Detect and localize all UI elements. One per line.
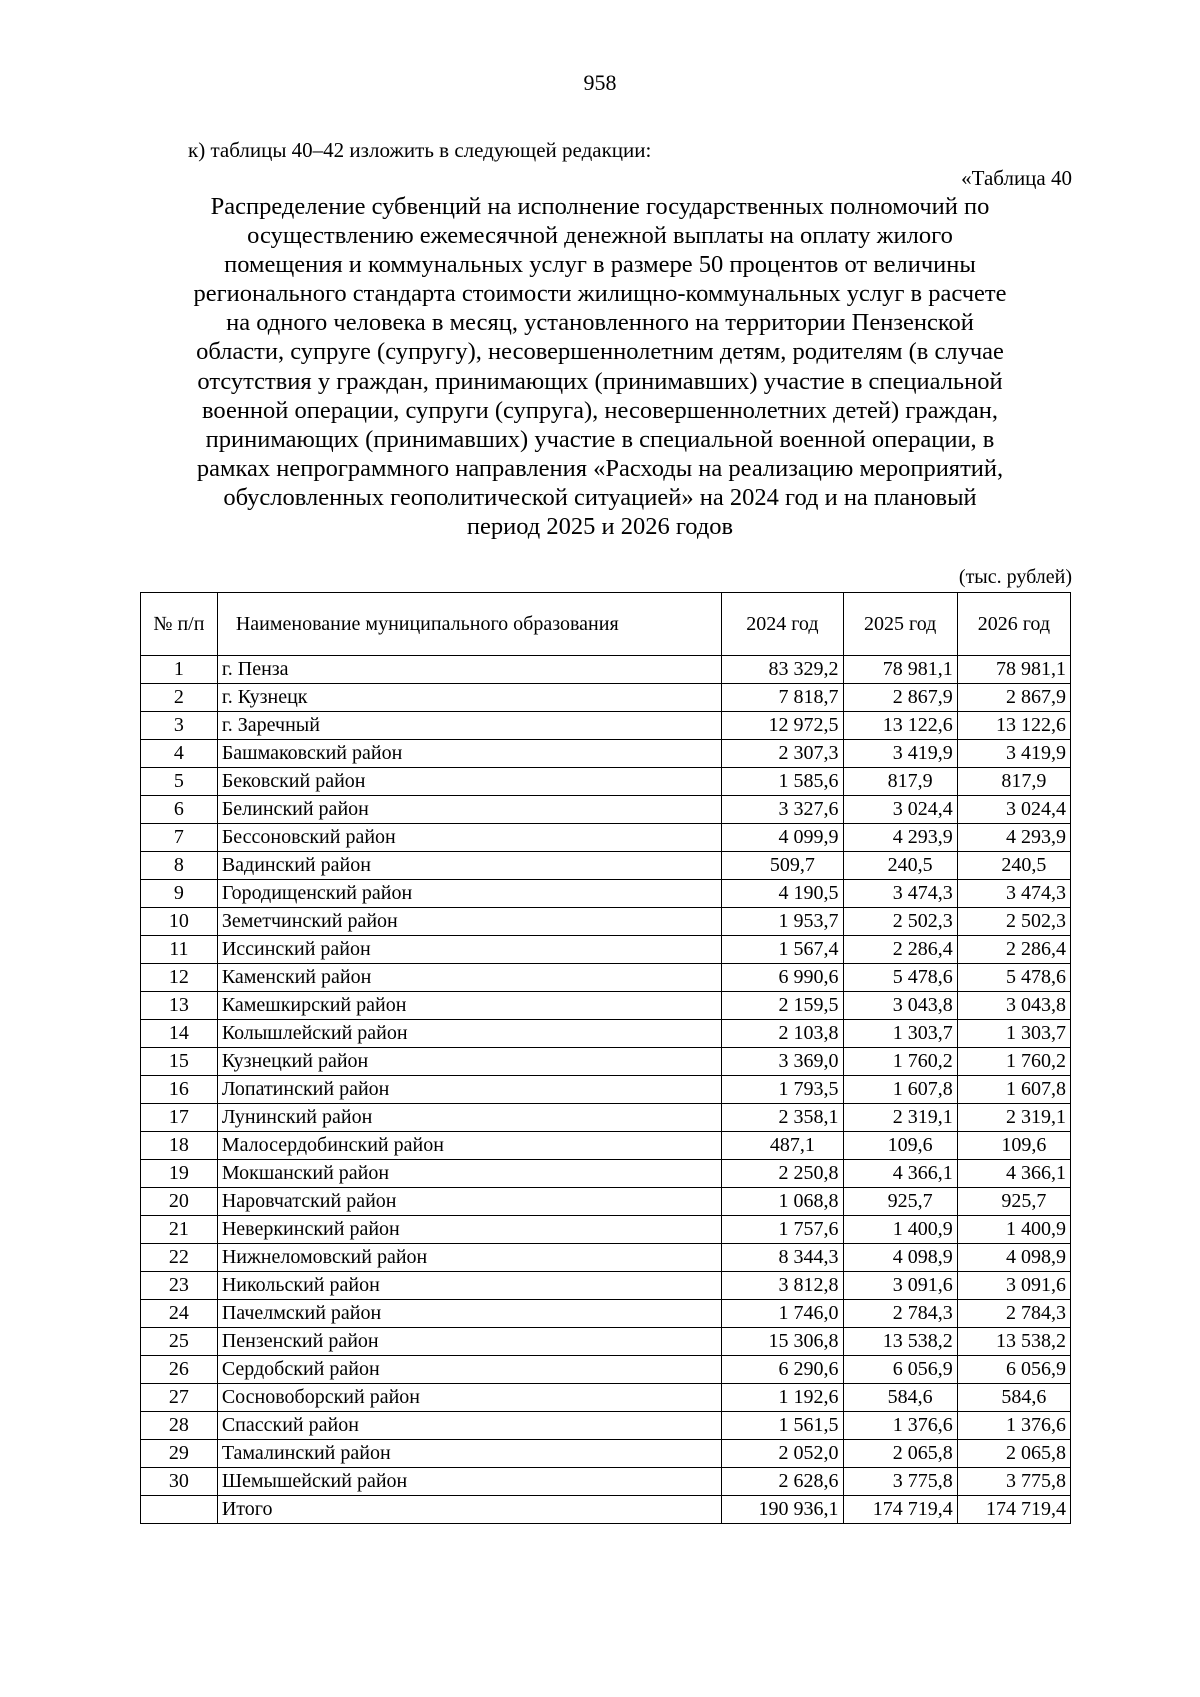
table-body [141,656,1071,1524]
value-2026: 3 024,4 [957,796,1070,824]
header-num: № п/п [141,593,218,656]
value-2026: 78 981,1 [957,656,1070,684]
municipality-name: Лунинский район [217,1104,721,1132]
value-2026: 6 056,9 [957,1356,1070,1384]
value-2025: 4 293,9 [843,824,957,852]
value-2024: 3 812,8 [722,1272,843,1300]
value-2024: 6 990,6 [722,964,843,992]
value-2026: 3 775,8 [957,1468,1070,1496]
table-row [141,964,1071,992]
value-2024: 1 585,6 [722,768,843,796]
value-2024: 7 818,7 [722,684,843,712]
value-2025: 4 366,1 [843,1160,957,1188]
value-2026: 13 538,2 [957,1328,1070,1356]
heading-line: обусловленных геополитической ситуацией» на 2024 год и на плановый [223,483,977,511]
row-number: 24 [141,1300,218,1328]
value-2024: 2 103,8 [722,1020,843,1048]
heading-line: области, супруге (супругу), несовершеннолетним детям, родителям (в случае [196,338,1004,366]
table-row [141,684,1071,712]
table-row [141,1328,1071,1356]
row-number: 8 [141,852,218,880]
value-2024: 1 953,7 [722,908,843,936]
value-2025: 3 419,9 [843,740,957,768]
heading-line: отсутствия у граждан, принимающих (принимавших) участие в специальной [197,367,1003,395]
row-number: 29 [141,1440,218,1468]
table-row [141,1188,1071,1216]
value-2025: 2 065,8 [843,1440,957,1468]
table-row [141,656,1071,684]
value-2026: 4 098,9 [957,1244,1070,1272]
municipality-name: Малосердобинский район [217,1132,721,1160]
table-row [141,1272,1071,1300]
value-2024: 1 567,4 [722,936,843,964]
row-number: 22 [141,1244,218,1272]
municipality-name: Сердобский район [217,1356,721,1384]
municipality-name: Тамалинский район [217,1440,721,1468]
value-2025: 2 286,4 [843,936,957,964]
row-number: 10 [141,908,218,936]
municipality-name: Белинский район [217,796,721,824]
table-row [141,992,1071,1020]
municipality-name: Наровчатский район [217,1188,721,1216]
value-2025: 13 122,6 [843,712,957,740]
value-2026: 1 376,6 [957,1412,1070,1440]
row-number: 12 [141,964,218,992]
value-2025: 78 981,1 [843,656,957,684]
value-2026: 3 091,6 [957,1272,1070,1300]
municipality-name: Мокшанский район [217,1160,721,1188]
table-row [141,1412,1071,1440]
header-2024: 2024 год [722,593,843,656]
value-2025: 5 478,6 [843,964,957,992]
value-2026: 1 303,7 [957,1020,1070,1048]
value-2025: 2 867,9 [843,684,957,712]
municipality-name: Камешкирский район [217,992,721,1020]
value-2024: 1 793,5 [722,1076,843,1104]
municipality-name: Башмаковский район [217,740,721,768]
row-number: 16 [141,1076,218,1104]
value-2024: 6 290,6 [722,1356,843,1384]
header-2025: 2025 год [843,593,957,656]
value-2024: 2 358,1 [722,1104,843,1132]
municipality-name: г. Кузнецк [217,684,721,712]
value-2024: 509,7 [722,852,843,880]
table-row [141,1216,1071,1244]
value-2024: 1 192,6 [722,1384,843,1412]
municipality-name: Вадинский район [217,852,721,880]
units-label: (тыс. рублей) [958,566,1072,588]
municipality-name: Пензенский район [217,1328,721,1356]
row-number: 3 [141,712,218,740]
municipality-name: Никольский район [217,1272,721,1300]
row-number: 25 [141,1328,218,1356]
value-2025: 2 502,3 [843,908,957,936]
table-row [141,1160,1071,1188]
table-row [141,1468,1071,1496]
municipality-name: Сосновоборский район [217,1384,721,1412]
row-number: 19 [141,1160,218,1188]
value-2026: 4 366,1 [957,1160,1070,1188]
table-label: «Таблица 40 [961,166,1072,190]
heading-line: принимающих (принимавших) участие в специальной военной операции, в [205,425,995,453]
value-2024: 3 369,0 [722,1048,843,1076]
table-heading [130,192,1070,541]
row-number: 11 [141,936,218,964]
value-2026: 2 286,4 [957,936,1070,964]
value-2026: 4 293,9 [957,824,1070,852]
row-number: 14 [141,1020,218,1048]
row-number: 21 [141,1216,218,1244]
table-row [141,1076,1071,1104]
value-2025: 2 784,3 [843,1300,957,1328]
value-2026: 240,5 [957,852,1070,880]
value-2025: 3 474,3 [843,880,957,908]
intro-text: к) таблицы 40–42 изложить в следующей редакции: [188,138,652,162]
value-2024: 3 327,6 [722,796,843,824]
heading-line: военной операции, супруги (супруга), несовершеннолетних детей) граждан, [202,396,998,424]
municipality-name: Колышлейский район [217,1020,721,1048]
value-2026: 2 502,3 [957,908,1070,936]
table-row [141,712,1071,740]
value-2025: 4 098,9 [843,1244,957,1272]
municipality-name: Земетчинский район [217,908,721,936]
value-2026: 3 043,8 [957,992,1070,1020]
municipality-name: Бессоновский район [217,824,721,852]
header-2026: 2026 год [957,593,1070,656]
municipality-name: Кузнецкий район [217,1048,721,1076]
row-number: 18 [141,1132,218,1160]
value-2026: 3 419,9 [957,740,1070,768]
municipality-name: Городищенский район [217,880,721,908]
heading-line: осуществлению ежемесячной денежной выплаты на оплату жилого [247,222,953,250]
row-number: 28 [141,1412,218,1440]
row-number: 4 [141,740,218,768]
value-2026: 2 867,9 [957,684,1070,712]
municipality-name: г. Заречный [217,712,721,740]
value-2025: 240,5 [843,852,957,880]
value-2026: 3 474,3 [957,880,1070,908]
table-row [141,1300,1071,1328]
value-2024: 2 628,6 [722,1468,843,1496]
municipality-name: Шемышейский район [217,1468,721,1496]
value-2025: 3 024,4 [843,796,957,824]
value-2026: 584,6 [957,1384,1070,1412]
value-2026: 925,7 [957,1188,1070,1216]
value-2024: 15 306,8 [722,1328,843,1356]
row-number: 27 [141,1384,218,1412]
municipality-name: Иссинский район [217,936,721,964]
table-row [141,1440,1071,1468]
row-number: 5 [141,768,218,796]
row-number: 30 [141,1468,218,1496]
value-2025: 6 056,9 [843,1356,957,1384]
municipality-name: Итого [217,1496,721,1524]
value-2024: 8 344,3 [722,1244,843,1272]
value-2024: 4 099,9 [722,824,843,852]
value-2025: 13 538,2 [843,1328,957,1356]
value-2025: 3 775,8 [843,1468,957,1496]
table-row [141,1356,1071,1384]
municipality-name: Неверкинский район [217,1216,721,1244]
table-row [141,740,1071,768]
value-2025: 817,9 [843,768,957,796]
value-2025: 1 376,6 [843,1412,957,1440]
municipality-name: Бековский район [217,768,721,796]
table-row [141,1132,1071,1160]
value-2025: 584,6 [843,1384,957,1412]
value-2025: 174 719,4 [843,1496,957,1524]
value-2026: 2 319,1 [957,1104,1070,1132]
row-number: 23 [141,1272,218,1300]
value-2025: 925,7 [843,1188,957,1216]
value-2024: 83 329,2 [722,656,843,684]
row-number: 1 [141,656,218,684]
subvention-table [140,592,1071,1524]
municipality-name: Каменский район [217,964,721,992]
value-2024: 1 746,0 [722,1300,843,1328]
value-2025: 1 760,2 [843,1048,957,1076]
value-2024: 190 936,1 [722,1496,843,1524]
row-number [141,1496,218,1524]
value-2024: 1 561,5 [722,1412,843,1440]
table-row [141,1020,1071,1048]
value-2026: 13 122,6 [957,712,1070,740]
row-number: 15 [141,1048,218,1076]
table-row [141,908,1071,936]
value-2025: 109,6 [843,1132,957,1160]
value-2024: 2 052,0 [722,1440,843,1468]
value-2025: 2 319,1 [843,1104,957,1132]
table-row [141,1244,1071,1272]
value-2024: 2 159,5 [722,992,843,1020]
value-2025: 3 091,6 [843,1272,957,1300]
heading-line: на одного человека в месяц, установленного на территории Пензенской [226,309,974,337]
table-row [141,936,1071,964]
municipality-name: Лопатинский район [217,1076,721,1104]
value-2025: 1 400,9 [843,1216,957,1244]
value-2024: 487,1 [722,1132,843,1160]
value-2024: 4 190,5 [722,880,843,908]
value-2025: 1 303,7 [843,1020,957,1048]
value-2026: 109,6 [957,1132,1070,1160]
value-2024: 12 972,5 [722,712,843,740]
value-2026: 817,9 [957,768,1070,796]
value-2026: 2 784,3 [957,1300,1070,1328]
table-row [141,880,1071,908]
table-row [141,796,1071,824]
value-2026: 2 065,8 [957,1440,1070,1468]
table-row [141,1104,1071,1132]
value-2024: 2 250,8 [722,1160,843,1188]
header-name: Наименование муниципального образования [217,593,721,656]
value-2026: 5 478,6 [957,964,1070,992]
row-number: 20 [141,1188,218,1216]
table-header-row [141,593,1071,656]
value-2026: 1 760,2 [957,1048,1070,1076]
municipality-name: г. Пенза [217,656,721,684]
row-number: 6 [141,796,218,824]
row-number: 2 [141,684,218,712]
table-row [141,824,1071,852]
heading-line: помещения и коммунальных услуг в размере 50 процентов от величины [224,251,976,279]
heading-line: Распределение субвенций на исполнение государственных полномочий по [210,193,990,220]
heading-line: рамках непрограммного направления «Расходы на реализацию мероприятий, [196,454,1004,482]
page-number: 958 [583,70,617,95]
value-2025: 1 607,8 [843,1076,957,1104]
heading-line: период 2025 и 2026 годов [466,513,734,541]
row-number: 9 [141,880,218,908]
table-row [141,1384,1071,1412]
value-2026: 1 400,9 [957,1216,1070,1244]
value-2024: 1 068,8 [722,1188,843,1216]
table-row [141,1048,1071,1076]
value-2026: 174 719,4 [957,1496,1070,1524]
value-2025: 3 043,8 [843,992,957,1020]
table-row [141,852,1071,880]
value-2024: 2 307,3 [722,740,843,768]
row-number: 7 [141,824,218,852]
value-2024: 1 757,6 [722,1216,843,1244]
table-row [141,768,1071,796]
municipality-name: Нижнеломовский район [217,1244,721,1272]
row-number: 17 [141,1104,218,1132]
row-number: 13 [141,992,218,1020]
municipality-name: Спасский район [217,1412,721,1440]
heading-line: регионального стандарта стоимости жилищно-коммунальных услуг в расчете [193,280,1007,308]
total-row [141,1496,1071,1524]
municipality-name: Пачелмский район [217,1300,721,1328]
row-number: 26 [141,1356,218,1384]
value-2026: 1 607,8 [957,1076,1070,1104]
